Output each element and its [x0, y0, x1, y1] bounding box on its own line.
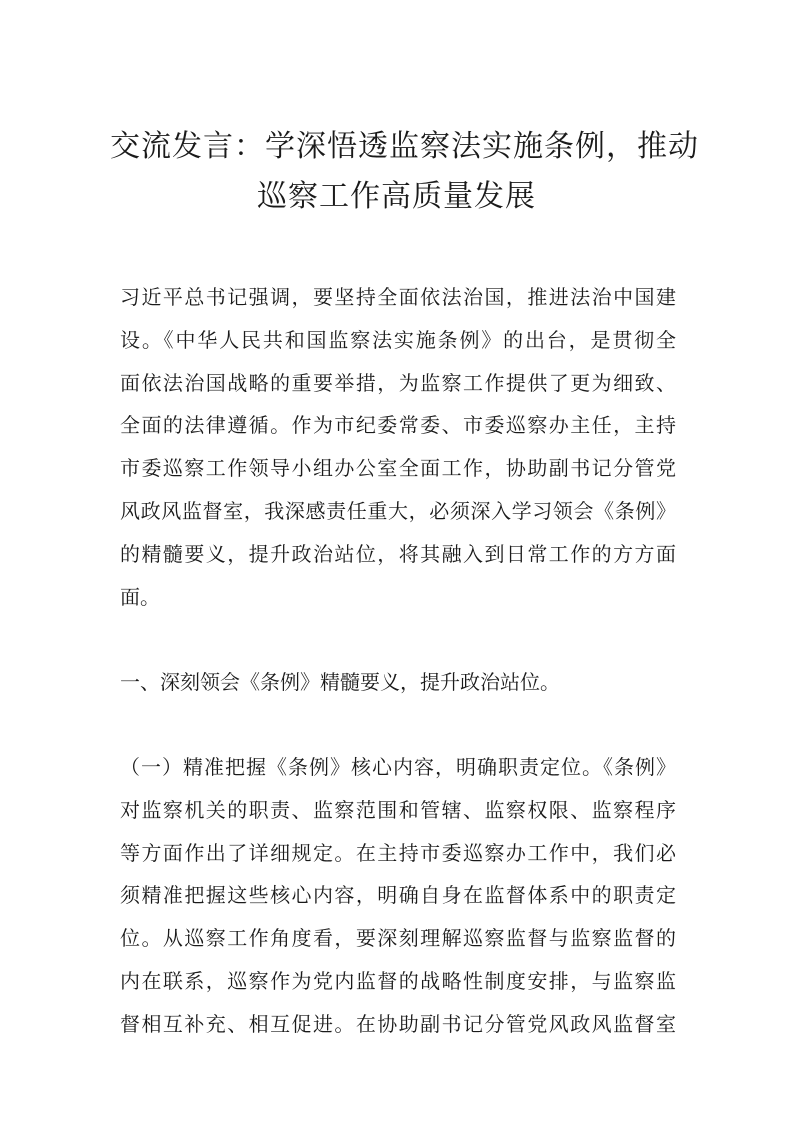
subsection-line: 须精准把握这些核心内容，明确自身在监督体系中的职责定: [120, 883, 676, 908]
intro-line: 全面的法律遵循。作为市纪委常委、市委巡察办主任，主持: [120, 413, 676, 438]
intro-line: 市委巡察工作领导小组办公室全面工作，协助副书记分管党: [120, 456, 676, 481]
subsection-line: 等方面作出了详细规定。在主持市委巡察办工作中，我们必: [120, 840, 676, 865]
intro-line: 风政风监督室，我深感责任重大，必须深入学习领会《条例》: [120, 498, 676, 523]
title-line-2: 巡察工作高质量发展: [257, 179, 536, 214]
section-heading: [120, 661, 676, 704]
subsection-line: （一）精准把握《条例》核心内容，明确职责定位。《条例》: [120, 755, 676, 779]
intro-line: 面依法治国战略的重要举措，为监察工作提供了更为细致、: [120, 370, 676, 395]
title-line-1: 交流发言：学深悟透监察法实施条例，推动: [110, 129, 699, 164]
intro-paragraph: [120, 276, 676, 618]
intro-line: 面。: [120, 584, 160, 609]
subsection-line: 内在联系，巡察作为党内监督的战略性制度安排，与监察监: [120, 968, 676, 993]
section-heading-text: 一、深刻领会《条例》精髓要义，提升政治站位。: [120, 670, 560, 694]
document-title: [110, 122, 699, 222]
subsection-line: 位。从巡察工作角度看，要深刻理解巡察监督与监察监督的: [120, 926, 676, 951]
subsection-paragraph: [120, 746, 676, 1046]
intro-line: 的精髓要义，提升政治站位，将其融入到日常工作的方方面: [120, 541, 676, 566]
subsection-line: 对监察机关的职责、监察范围和管辖、监察权限、监察程序: [120, 797, 676, 822]
subsection-line: 督相互补充、相互促进。在协助副书记分管党风政风监督室: [120, 1011, 676, 1036]
intro-line: 设。《中华人民共和国监察法实施条例》的出台，是贯彻全: [120, 327, 676, 352]
intro-line: 习近平总书记强调，要坚持全面依法治国，推进法治中国建: [120, 285, 676, 309]
